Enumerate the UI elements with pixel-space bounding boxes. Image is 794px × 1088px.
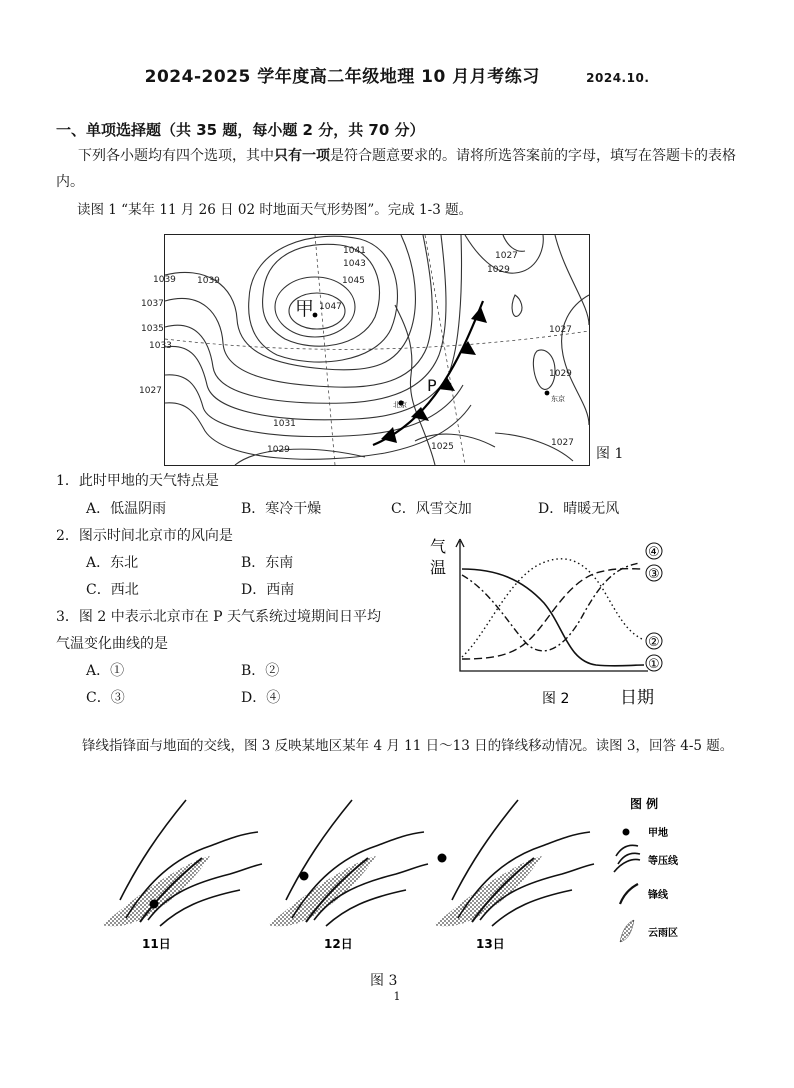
meridian-1 [315, 235, 335, 465]
label-1025: 1025 [431, 442, 454, 452]
label-tokyo: 东京 [551, 395, 565, 403]
label-1039a: 1039 [153, 275, 176, 285]
isobar-map-svg [139, 235, 589, 465]
jia-dot [438, 854, 447, 863]
q1-option-d: D．晴暖无风 [538, 501, 620, 517]
title-date: 2024.10. [586, 71, 650, 85]
label-1045: 1045 [342, 276, 365, 286]
legend-svg [608, 792, 708, 952]
figure2-svg [426, 535, 676, 710]
isobar-1045 [275, 277, 355, 337]
label-1029b: 1029 [487, 265, 510, 275]
label-1039b: 1039 [197, 276, 220, 286]
legend-rain: 云雨区 [648, 928, 678, 939]
label-1037: 1037 [141, 299, 164, 309]
q2-option-c: C．西北 [86, 582, 139, 598]
rain-area [268, 856, 376, 926]
curve-label-1: ① [648, 657, 660, 672]
instruction-bold: 只有一项 [274, 148, 330, 164]
isobar-1041 [249, 236, 398, 362]
section-heading: 一、单项选择题（共 35 题，每小题 2 分，共 70 分） [56, 121, 425, 139]
small-island [512, 295, 522, 316]
panel-11 [102, 800, 262, 951]
label-1029a: 1029 [267, 445, 290, 455]
label-1043: 1043 [343, 259, 366, 269]
fig2-axes [460, 541, 648, 671]
isobar-1031b [165, 403, 471, 460]
q3-option-a: A．① [86, 663, 125, 679]
panel-label-12: 12日 [324, 937, 353, 951]
question3-stem-line2: 气温变化曲线的是 [56, 636, 168, 652]
curve-label-2: ② [648, 635, 660, 650]
q3-option-d: D．④ [241, 690, 281, 706]
curve-label-3: ③ [648, 567, 660, 582]
curve-3-dashdot [462, 563, 640, 651]
q2-option-a: A．东北 [86, 555, 139, 571]
instruction-post: 是符合题意要求的。请将所选答案前的字母，填写在答题卡的表格内。 [56, 148, 736, 190]
isobar-1029-ne [503, 235, 525, 251]
q1-option-a: A．低温阴雨 [86, 501, 167, 517]
label-jia: 甲 [295, 298, 315, 320]
instruction-paragraph [56, 143, 746, 195]
panel-12 [268, 800, 428, 951]
label-1027a: 1027 [139, 386, 162, 396]
figure3-caption: 图 3 [370, 973, 398, 989]
q1-option-c: C．风雪交加 [391, 501, 472, 517]
figure2-temperature-chart [426, 535, 676, 710]
legend-front-icon [620, 884, 638, 904]
page-title [0, 62, 794, 87]
panel-13 [434, 800, 594, 951]
figure1-weather-map [139, 234, 590, 466]
label-1027b: 1027 [495, 251, 518, 261]
legend-rain-icon [620, 920, 634, 942]
label-P: P [427, 376, 437, 395]
panel-label-11: 11日 [142, 937, 171, 951]
question1-stem: 1．此时甲地的天气特点是 [56, 473, 219, 489]
rain-area [102, 856, 210, 926]
jia-dot [300, 872, 309, 881]
fig2-caption: 图 2 [542, 691, 570, 707]
label-beijing: 北京 [393, 401, 407, 409]
cold-front [373, 301, 487, 445]
panel-label-13: 13日 [476, 937, 505, 951]
isobar-1027-e [562, 295, 589, 425]
label-1041: 1041 [343, 246, 366, 256]
isobar-1029 [235, 449, 365, 465]
rain-area [434, 856, 542, 926]
front-paragraph: 锋线指锋面与地面的交线，图 3 反映某地区某年 4 月 11 日～13 日的锋线移动情况。读图 3，回答 4-5 题。 [82, 738, 734, 754]
isobar-1031a [165, 375, 463, 437]
question3-stem-line1: 3．图 2 中表示北京市在 P 天气系统过境期间日平均 [56, 609, 382, 625]
legend-dot-icon [623, 829, 630, 836]
instruction-pre: 下列各小题均有四个选项，其中 [78, 148, 274, 164]
page-number: 1 [393, 990, 401, 1003]
figure3-svg [90, 790, 630, 960]
label-1027d: 1027 [551, 438, 574, 448]
figure1-caption: 图 1 [596, 446, 624, 462]
title-text: 2024-2025 学年度高二年级地理 10 月月考练习 [144, 67, 540, 87]
legend-isobar-icon [614, 845, 640, 872]
legend-title: 图 例 [630, 797, 659, 811]
legend-front: 锋线 [648, 890, 668, 901]
curve-1 [462, 569, 644, 666]
label-1035: 1035 [141, 324, 164, 334]
figure3-front-panels [90, 790, 630, 960]
fig2-ylabel-1: 气 [430, 537, 447, 556]
q3-option-b: B．② [241, 663, 280, 679]
label-1031: 1031 [273, 419, 296, 429]
legend-jia: 甲地 [648, 828, 668, 839]
jia-dot [150, 900, 159, 909]
question2-stem: 2．图示时间北京市的风向是 [56, 528, 233, 544]
curve-label-4: ④ [648, 545, 660, 560]
label-1047: 1047 [319, 302, 342, 312]
isobar-1033 [165, 235, 462, 420]
legend-isobar: 等压线 [648, 856, 678, 867]
fig2-xlabel: 日期 [620, 688, 654, 708]
figure3-legend [608, 792, 708, 952]
q2-option-d: D．西南 [241, 582, 295, 598]
label-1027c: 1027 [549, 325, 572, 335]
label-1029c: 1029 [549, 369, 572, 379]
tokyo-dot [545, 391, 550, 396]
q1-option-b: B．寒冷干燥 [241, 501, 322, 517]
fig2-ylabel-2: 温 [430, 558, 447, 577]
front-triangle [438, 377, 455, 391]
q3-option-c: C．③ [86, 690, 125, 706]
label-1033: 1033 [149, 341, 172, 351]
coast-line-ne [555, 235, 589, 325]
q2-option-b: B．东南 [241, 555, 294, 571]
read-figure1-text: 读图 1 “某年 11 月 26 日 02 时地面天气形势图”。完成 1-3 题。 [77, 202, 473, 218]
isobar-1039 [165, 235, 415, 370]
